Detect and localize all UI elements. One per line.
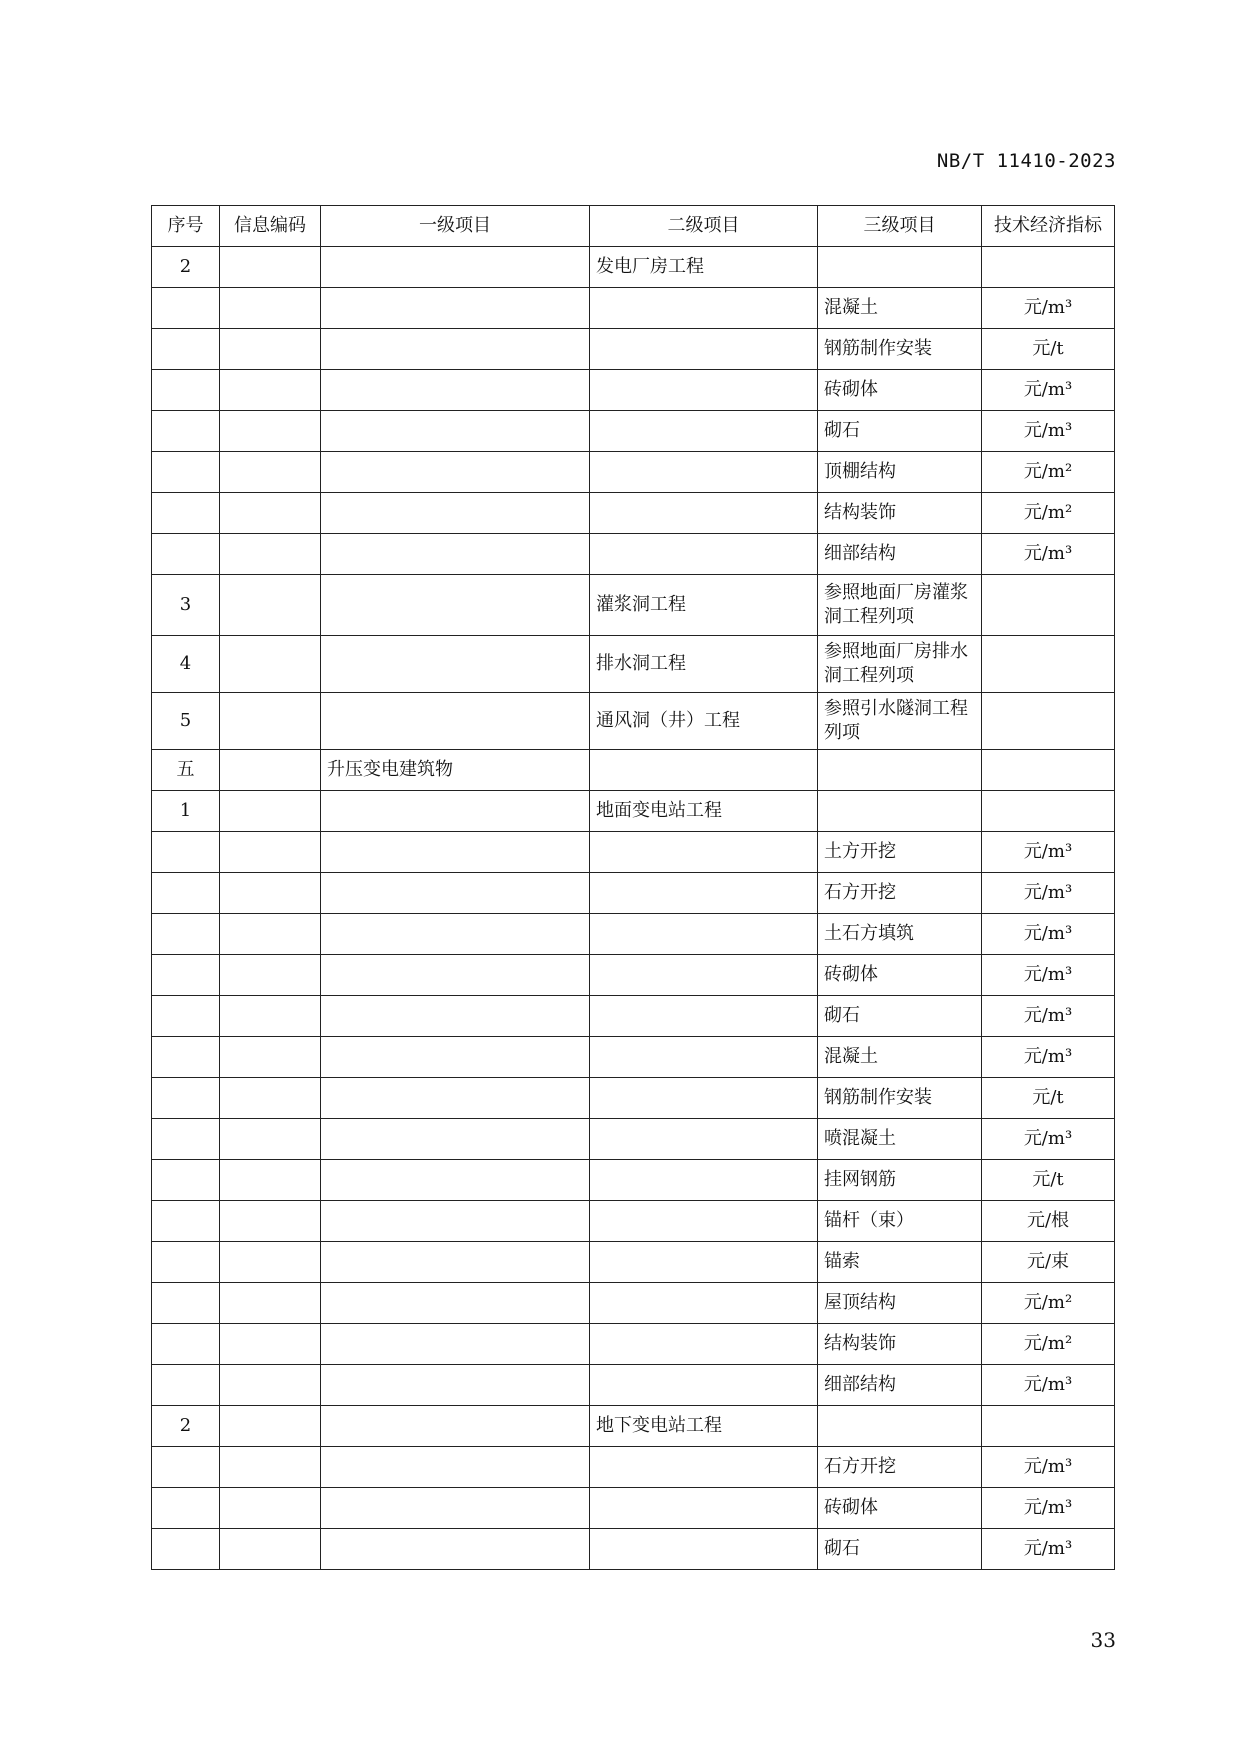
cell-code [220,329,321,370]
table-row [152,996,1115,1037]
cell-seq [152,288,220,329]
cell-level3: 砌石 [818,996,982,1037]
cell-level2 [590,1324,818,1365]
table-row [152,1283,1115,1324]
cell-level3 [818,750,982,791]
cell-level1 [321,411,590,452]
cell-seq [152,1078,220,1119]
cell-seq: 1 [152,791,220,832]
cell-code [220,534,321,575]
cell-index: 元/m³ [982,1119,1115,1160]
cell-index: 元/m³ [982,873,1115,914]
cell-code [220,247,321,288]
cell-level3: 锚杆（束） [818,1201,982,1242]
cell-seq [152,329,220,370]
cell-level2 [590,914,818,955]
cell-level2 [590,1078,818,1119]
cell-seq [152,914,220,955]
cell-level1 [321,1037,590,1078]
cell-level3 [818,1406,982,1447]
cell-level1 [321,1201,590,1242]
cell-seq [152,1365,220,1406]
cell-index: 元/m³ [982,1447,1115,1488]
cell-index: 元/m³ [982,1365,1115,1406]
table-row [152,247,1115,288]
cell-level1 [321,1529,590,1570]
table-row [152,329,1115,370]
cell-level1 [321,914,590,955]
cell-level2 [590,832,818,873]
table-row [152,1078,1115,1119]
cell-level3: 细部结构 [818,1365,982,1406]
cell-level1 [321,1283,590,1324]
cell-level1 [321,493,590,534]
cell-level3: 结构装饰 [818,1324,982,1365]
cell-level1 [321,1324,590,1365]
cell-level2 [590,452,818,493]
cell-level2 [590,1160,818,1201]
cell-seq [152,996,220,1037]
cell-level3: 挂网钢筋 [818,1160,982,1201]
cell-level2 [590,955,818,996]
cell-index [982,575,1115,636]
cell-seq [152,873,220,914]
cell-level2 [590,1242,818,1283]
cell-level1 [321,996,590,1037]
cell-index [982,791,1115,832]
cell-level3: 钢筋制作安装 [818,329,982,370]
cell-index: 元/m³ [982,1529,1115,1570]
cell-seq [152,955,220,996]
cell-index: 元/m³ [982,411,1115,452]
cell-code [220,1324,321,1365]
cell-index: 元/根 [982,1201,1115,1242]
col-header-level3: 三级项目 [818,206,982,247]
cell-level2 [590,288,818,329]
table-row [152,955,1115,996]
cell-level1 [321,791,590,832]
cell-level3: 参照引水隧洞工程列项 [818,693,982,750]
cell-level2 [590,1529,818,1570]
col-header-seq: 序号 [152,206,220,247]
cell-index: 元/m² [982,493,1115,534]
table-row [152,832,1115,873]
cell-level2 [590,370,818,411]
cell-seq: 3 [152,575,220,636]
cell-index: 元/m³ [982,996,1115,1037]
cell-index [982,1406,1115,1447]
table-row [152,1529,1115,1570]
cell-code [220,1283,321,1324]
table-row [152,914,1115,955]
cell-level2 [590,1037,818,1078]
cell-index: 元/m³ [982,1037,1115,1078]
cell-index: 元/m² [982,1324,1115,1365]
cell-index [982,693,1115,750]
cell-level1 [321,1488,590,1529]
cell-index: 元/m³ [982,955,1115,996]
cell-level1 [321,247,590,288]
table-row [152,1406,1115,1447]
cell-seq [152,1324,220,1365]
cell-level1 [321,1160,590,1201]
table-row [152,693,1115,750]
table-row [152,370,1115,411]
cell-level1 [321,1242,590,1283]
page-number: 33 [1090,1628,1116,1652]
cell-code [220,1037,321,1078]
cell-level2: 排水洞工程 [590,636,818,693]
cell-level1 [321,955,590,996]
cell-level1 [321,452,590,493]
cell-index: 元/t [982,1078,1115,1119]
table-row [152,1160,1115,1201]
cell-code [220,1242,321,1283]
cell-level1 [321,370,590,411]
cell-level3: 石方开挖 [818,1447,982,1488]
cell-level1 [321,1078,590,1119]
cell-index [982,750,1115,791]
cell-level2: 地面变电站工程 [590,791,818,832]
cell-level1: 升压变电建筑物 [321,750,590,791]
cell-index: 元/m³ [982,914,1115,955]
col-header-level1: 一级项目 [321,206,590,247]
cell-index: 元/m³ [982,832,1115,873]
cell-level3: 细部结构 [818,534,982,575]
cell-level3: 砖砌体 [818,370,982,411]
table-row [152,1324,1115,1365]
table-row [152,575,1115,636]
cell-index [982,247,1115,288]
cell-level3: 屋顶结构 [818,1283,982,1324]
cell-level2 [590,329,818,370]
table-row [152,411,1115,452]
cell-seq [152,493,220,534]
cell-level3: 混凝土 [818,1037,982,1078]
cell-seq [152,1119,220,1160]
cell-index: 元/m³ [982,534,1115,575]
cell-seq [152,1283,220,1324]
table-row [152,636,1115,693]
cell-index: 元/m² [982,452,1115,493]
cell-level2 [590,534,818,575]
cell-code [220,750,321,791]
table-row [152,1242,1115,1283]
cell-level3: 砖砌体 [818,955,982,996]
cell-code [220,832,321,873]
table-row [152,750,1115,791]
cell-level2: 地下变电站工程 [590,1406,818,1447]
cell-level3: 砖砌体 [818,1488,982,1529]
cell-level2 [590,1447,818,1488]
cell-level1 [321,832,590,873]
table-row [152,873,1115,914]
cell-code [220,1365,321,1406]
cell-code [220,873,321,914]
cell-level3 [818,247,982,288]
cost-index-table [151,205,1115,1570]
cell-level2 [590,493,818,534]
cell-index: 元/m² [982,1283,1115,1324]
cell-seq: 五 [152,750,220,791]
cell-seq: 2 [152,1406,220,1447]
cell-code [220,1406,321,1447]
cell-code [220,452,321,493]
cell-index: 元/m³ [982,370,1115,411]
cell-level2 [590,411,818,452]
cell-index: 元/t [982,329,1115,370]
cell-index [982,636,1115,693]
cell-code [220,636,321,693]
cell-level1 [321,534,590,575]
cell-code [220,996,321,1037]
cell-code [220,791,321,832]
cell-seq [152,1488,220,1529]
cell-level2 [590,1201,818,1242]
cell-seq [152,1529,220,1570]
cell-seq: 2 [152,247,220,288]
cell-seq [152,370,220,411]
cell-level2: 灌浆洞工程 [590,575,818,636]
cell-level2 [590,1283,818,1324]
table-row [152,288,1115,329]
cell-level2 [590,750,818,791]
cell-level1 [321,636,590,693]
cell-level3: 砌石 [818,1529,982,1570]
cell-level2: 发电厂房工程 [590,247,818,288]
cell-code [220,1160,321,1201]
cell-level3: 砌石 [818,411,982,452]
table-row [152,1365,1115,1406]
cell-level2 [590,1119,818,1160]
cell-code [220,1078,321,1119]
table-row [152,1488,1115,1529]
col-header-code: 信息编码 [220,206,321,247]
cell-code [220,693,321,750]
cell-level1 [321,1447,590,1488]
table-row [152,493,1115,534]
cell-level3: 参照地面厂房灌浆洞工程列项 [818,575,982,636]
cell-code [220,914,321,955]
cell-code [220,1488,321,1529]
cell-seq [152,1447,220,1488]
cell-level3: 结构装饰 [818,493,982,534]
cell-code [220,575,321,636]
cell-level3: 土石方填筑 [818,914,982,955]
table-row [152,1037,1115,1078]
cell-level3: 土方开挖 [818,832,982,873]
cell-level3: 石方开挖 [818,873,982,914]
cell-code [220,955,321,996]
cell-code [220,411,321,452]
table-row [152,1119,1115,1160]
table-header-row [152,206,1115,247]
cell-seq [152,452,220,493]
cell-code [220,1529,321,1570]
table-row [152,1201,1115,1242]
cell-level3: 顶棚结构 [818,452,982,493]
cell-seq [152,1201,220,1242]
col-header-index: 技术经济指标 [982,206,1115,247]
cell-code [220,370,321,411]
cell-level2 [590,1365,818,1406]
table-row [152,1447,1115,1488]
cell-level1 [321,288,590,329]
cell-code [220,1119,321,1160]
cell-level1 [321,693,590,750]
cell-level1 [321,575,590,636]
cell-code [220,493,321,534]
cell-level1 [321,1365,590,1406]
cell-index: 元/m³ [982,1488,1115,1529]
cell-index: 元/t [982,1160,1115,1201]
cell-level3: 钢筋制作安装 [818,1078,982,1119]
cell-code [220,288,321,329]
cell-level2: 通风洞（井）工程 [590,693,818,750]
cell-level1 [321,873,590,914]
cell-seq: 5 [152,693,220,750]
cell-level3 [818,791,982,832]
cell-level1 [321,329,590,370]
cell-level2 [590,873,818,914]
cell-level3: 喷混凝土 [818,1119,982,1160]
cell-index: 元/m³ [982,288,1115,329]
cell-level1 [321,1119,590,1160]
cell-level2 [590,996,818,1037]
cell-seq [152,832,220,873]
col-header-level2: 二级项目 [590,206,818,247]
cell-index: 元/束 [982,1242,1115,1283]
cell-seq: 4 [152,636,220,693]
cell-code [220,1201,321,1242]
table-body [152,247,1115,1570]
cell-level3: 锚索 [818,1242,982,1283]
cell-level3: 混凝土 [818,288,982,329]
standard-code: NB/T 11410-2023 [936,150,1116,172]
cell-seq [152,1242,220,1283]
table-row [152,452,1115,493]
cell-level1 [321,1406,590,1447]
cell-seq [152,1037,220,1078]
cell-seq [152,1160,220,1201]
cell-code [220,1447,321,1488]
table-row [152,534,1115,575]
cell-level2 [590,1488,818,1529]
cell-seq [152,534,220,575]
cell-level3: 参照地面厂房排水洞工程列项 [818,636,982,693]
cell-seq [152,411,220,452]
table-row [152,791,1115,832]
